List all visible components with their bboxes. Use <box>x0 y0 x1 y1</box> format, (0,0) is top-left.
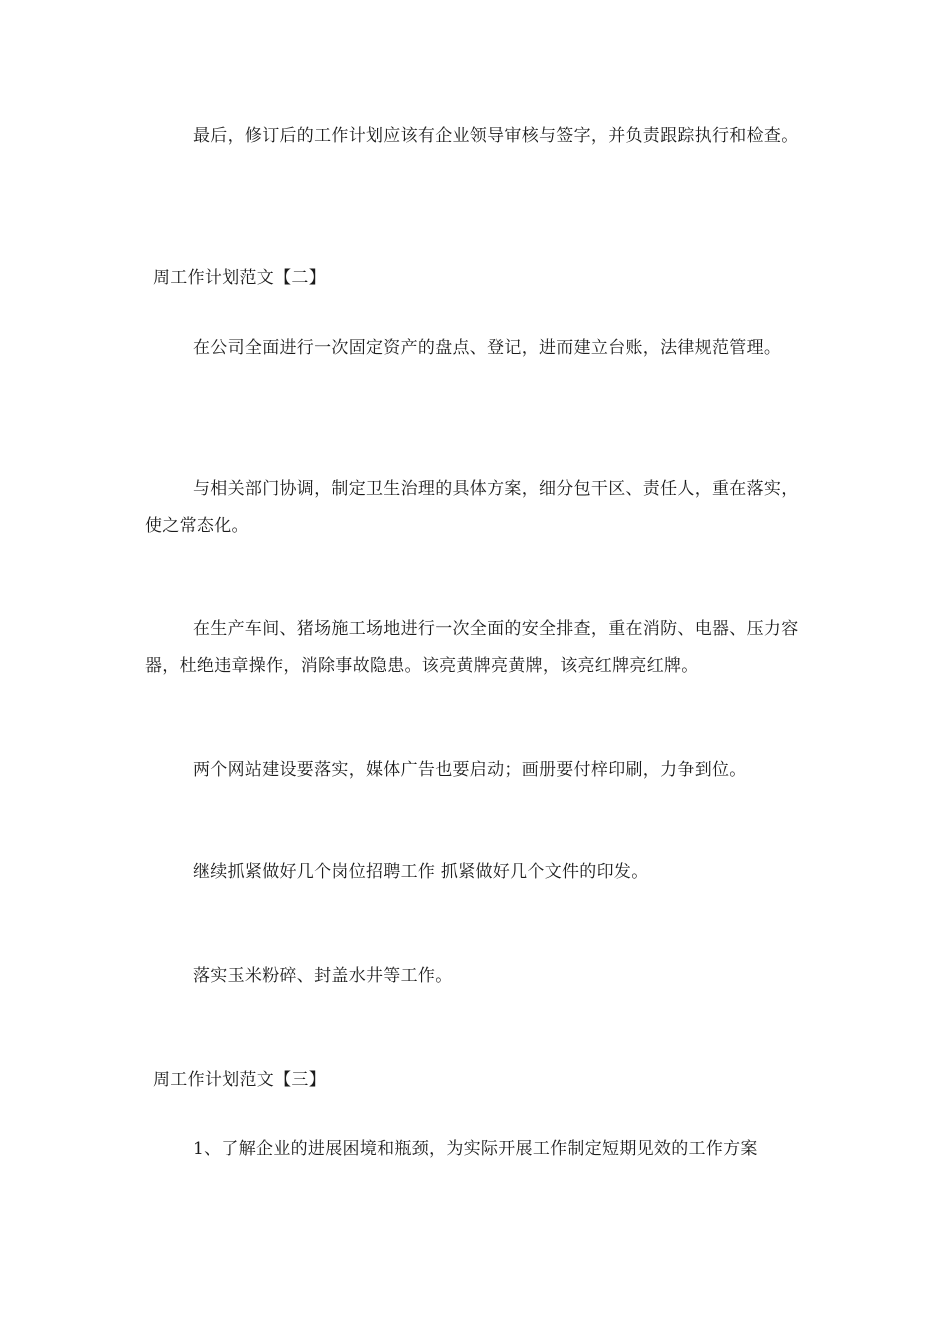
paragraph-sanitation-plan: 与相关部门协调，制定卫生治理的具体方案，细分包干区、责任人，重在落实，使之常态化。 <box>145 479 799 536</box>
paragraph-corn-well: 落实玉米粉碎、封盖水井等工作。 <box>193 966 453 986</box>
paragraph-safety-inspection: 在生产车间、猪场施工场地进行一次全面的安全排查，重在消防、电器、压力容器，杜绝违章操作，消除事故隐患。该亮黄牌亮黄牌，该亮红牌亮红牌。 <box>145 619 799 676</box>
paragraph-website-media: 两个网站建设要落实，媒体广告也要启动；画册要付梓印刷，力争到位。 <box>193 760 747 780</box>
paragraph-asset-inventory: 在公司全面进行一次固定资产的盘点、登记，进而建立台账，法律规范管理。 <box>193 338 782 358</box>
section-heading-2: 周工作计划范文【二】 <box>153 268 326 288</box>
paragraph-recruitment: 继续抓紧做好几个岗位招聘工作 抓紧做好几个文件的印发。 <box>193 862 649 882</box>
paragraph-final-review: 最后，修订后的工作计划应该有企业领导审核与签字，并负责跟踪执行和检查。 <box>193 126 799 146</box>
section-heading-3: 周工作计划范文【三】 <box>153 1070 326 1090</box>
paragraph-enterprise-plan: 1、了解企业的进展困境和瓶颈，为实际开展工作制定短期见效的工作方案 <box>193 1139 758 1159</box>
